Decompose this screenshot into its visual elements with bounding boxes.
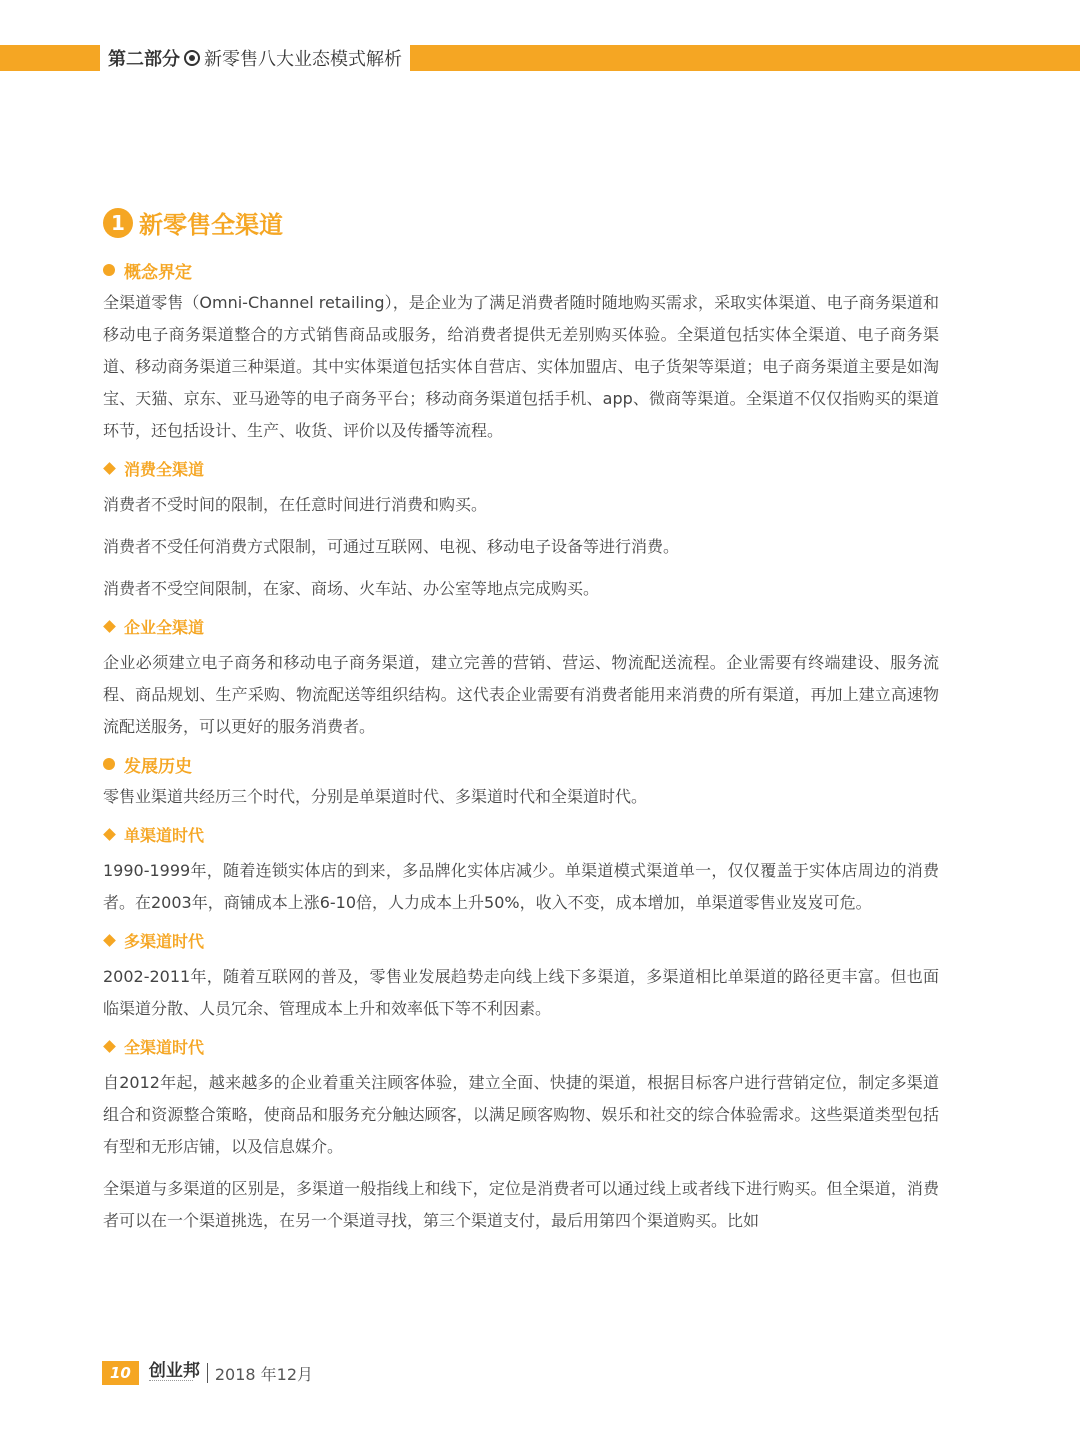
diamond-bullet-icon: [103, 462, 116, 475]
circle-bullet-icon: [103, 264, 115, 276]
bullet-circle-icon: [184, 50, 200, 66]
diamond-bullet-icon: [103, 828, 116, 841]
heading-multi-channel: [103, 923, 939, 957]
header-title: 新零售八大业态模式解析: [204, 49, 402, 70]
paragraph: 零售业渠道共经历三个时代，分别是单渠道时代、多渠道时代和全渠道时代。: [103, 787, 648, 806]
page-footer: [102, 1360, 313, 1386]
diamond-bullet-icon: [103, 934, 116, 947]
section-number-badge: 1: [103, 208, 133, 238]
brand-underline: [149, 1380, 193, 1384]
brand-name: 创业邦: [148, 1361, 200, 1381]
section-title: [103, 205, 283, 240]
heading-text: 单渠道时代: [124, 825, 205, 845]
paragraph: 消费者不受任何消费方式限制，可通过互联网、电视、移动电子设备等进行消费。: [103, 537, 680, 556]
section-heading: 新零售全渠道: [139, 211, 283, 239]
heading-consumer-channel: [103, 451, 939, 485]
diamond-bullet-icon: [103, 1040, 116, 1053]
heading-text: 发展历史: [124, 756, 192, 777]
heading-omni-channel: [103, 1029, 939, 1063]
issue-date: 2018 年12月: [214, 1364, 314, 1384]
running-header: [100, 40, 410, 76]
heading-history: [103, 747, 939, 781]
heading-concept: [103, 253, 939, 287]
heading-text: 概念界定: [124, 262, 192, 283]
heading-single-channel: [103, 817, 939, 851]
header-part: 第二部分: [108, 49, 180, 70]
paragraph: 1990-1999年，随着连锁实体店的到来，多品牌化实体店减少。单渠道模式渠道单一，仅仅覆盖于实体店周边的消费者。在2003年，商铺成本上涨6-10倍，人力成本上升50%，收入不变，成本增加，单渠道零售业岌岌可危。: [103, 861, 939, 912]
paragraph: 消费者不受空间限制，在家、商场、火车站、办公室等地点完成购买。: [103, 579, 600, 598]
brand-logo: [149, 1362, 200, 1384]
heading-text: 企业全渠道: [124, 617, 205, 637]
page-number: 10: [102, 1361, 139, 1385]
paragraph: 全渠道与多渠道的区别是，多渠道一般指线上和线下，定位是消费者可以通过线上或者线下进行购买。但全渠道，消费者可以在一个渠道挑选，在另一个渠道寻找，第三个渠道支付，最后用第四个渠道购买。比如: [103, 1179, 939, 1230]
article-body: [103, 253, 939, 1237]
diamond-bullet-icon: [103, 620, 116, 633]
paragraph: 消费者不受时间的限制，在任意时间进行消费和购买。: [103, 495, 488, 514]
heading-text: 消费全渠道: [124, 459, 205, 479]
heading-text: 多渠道时代: [124, 931, 205, 951]
heading-text: 全渠道时代: [124, 1037, 205, 1057]
footer-divider: [207, 1363, 208, 1383]
paragraph: 企业必须建立电子商务和移动电子商务渠道，建立完善的营销、营运、物流配送流程。企业需要有终端建设、服务流程、商品规划、生产采购、物流配送等组织结构。这代表企业需要有消费者能用来消费的所有渠道，再加上建立高速物流配送服务，可以更好的服务消费者。: [103, 653, 939, 736]
circle-bullet-icon: [103, 758, 115, 770]
paragraph: 2002-2011年，随着互联网的普及，零售业发展趋势走向线上线下多渠道，多渠道相比单渠道的路径更丰富。但也面临渠道分散、人员冗余、管理成本上升和效率低下等不利因素。: [103, 967, 939, 1018]
paragraph: 自2012年起，越来越多的企业着重关注顾客体验，建立全面、快捷的渠道，根据目标客户进行营销定位，制定多渠道组合和资源整合策略，使商品和服务充分触达顾客，以满足顾客购物、娱乐和社交的综合体验需求。这些渠道类型包括有型和无形店铺，以及信息媒介。: [103, 1073, 939, 1156]
paragraph: 全渠道零售（Omni-Channel retailing），是企业为了满足消费者随时随地购买需求，采取实体渠道、电子商务渠道和移动电子商务渠道整合的方式销售商品或服务，给消费者提供无差别购买体验。全渠道包括实体全渠道、电子商务渠道、移动商务渠道三种渠道。其中实体渠道包括实体自营店、实体加盟店、电子货架等渠道；电子商务渠道主要是如淘宝、天猫、京东、亚马逊等的电子商务平台；移动商务渠道包括手机、app、微商等渠道。全渠道不仅仅指购买的渠道环节，还包括设计、生产、收货、评价以及传播等流程。: [103, 293, 939, 440]
heading-enterprise-channel: [103, 609, 939, 643]
